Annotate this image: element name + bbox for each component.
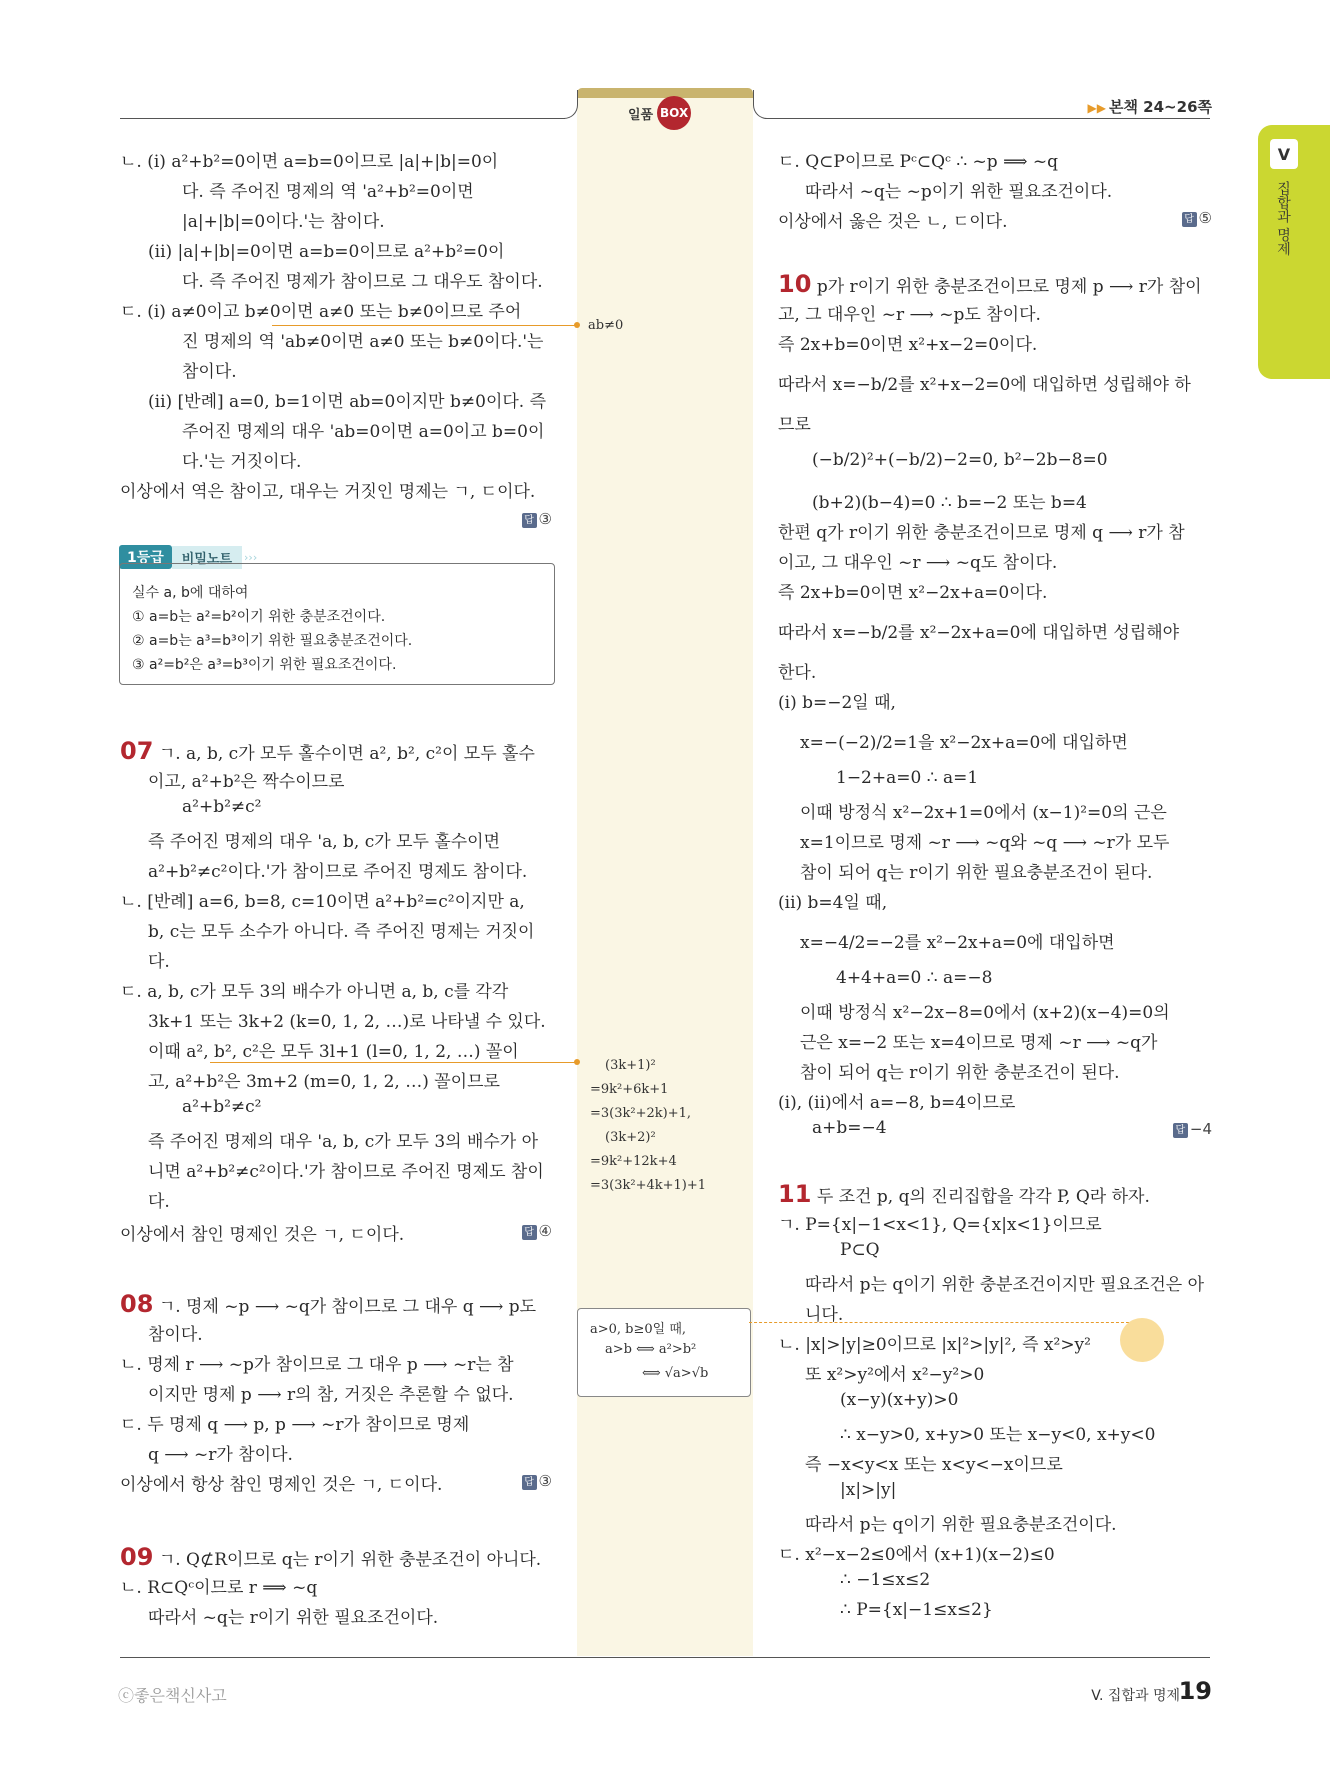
- text-line: 다. 즉 주어진 명제의 역 'a²+b²=0이면: [182, 182, 474, 202]
- page-number: 19: [1178, 1677, 1212, 1705]
- header-rule-right: [765, 118, 1210, 119]
- text-line: ㄱ. Q⊄R이므로 q는 r이기 위한 충분조건이 아니다.: [158, 1550, 542, 1570]
- answer-07: [522, 1222, 552, 1240]
- answer-tag-icon: 답: [1173, 1123, 1188, 1138]
- answer-value: ③: [538, 510, 552, 528]
- grade-badge: 1등급: [119, 545, 172, 569]
- text-line: 따라서 ~q는 r이기 위한 필요조건이다.: [148, 1608, 439, 1628]
- margin-line: (3k+1)²: [605, 1058, 656, 1073]
- margin-line: a>b ⟺ a²>b²: [605, 1342, 697, 1357]
- margin-line: =3(3k²+4k+1)+1: [590, 1178, 707, 1193]
- text-line: 근은 x=−2 또는 x=4이므로 명제 ~r ⟶ ~q가: [800, 1033, 1158, 1053]
- text-line: (i) b=−2일 때,: [778, 693, 896, 713]
- text-line: 이때 방정식 x²−2x−8=0에서 (x+2)(x−4)=0의: [800, 1003, 1170, 1023]
- text-line: 진 명제의 역 'ab≠0이면 a≠0 또는 b≠0이다.'는: [182, 332, 544, 352]
- text-line: 참이다.: [148, 1325, 203, 1345]
- note-line: ① a=b는 a²=b²이기 위한 충분조건이다.: [132, 609, 386, 625]
- text-line: ∴ −1≤x≤2: [840, 1570, 931, 1590]
- text-line: (ii) b=4일 때,: [778, 893, 888, 913]
- text-line: 즉 −x<y<x 또는 x<y<−x이므로: [805, 1455, 1063, 1475]
- problem-number: 07: [120, 737, 154, 765]
- text-line: 즉 주어진 명제의 대우 'a, b, c가 모두 3의 배수가 아: [148, 1132, 539, 1152]
- text-line: ㄴ. (i) a²+b²=0이면 a=b=0이므로 |a|+|b|=0이: [120, 152, 499, 172]
- text-line: 니면 a²+b²≠c²이다.'가 참이므로 주어진 명제도 참이: [148, 1162, 544, 1182]
- answer-tag-icon: 답: [1182, 212, 1197, 227]
- margin-note-ab: ab≠0: [588, 318, 624, 333]
- text-line: 따라서 x=−b/2를 x²−2x+a=0에 대입하면 성립해야: [778, 623, 1180, 643]
- text-line: ∴ P={x|−1≤x≤2}: [840, 1600, 993, 1620]
- text-line: x=−(−2)/2=1을 x²−2x+a=0에 대입하면: [800, 733, 1128, 753]
- text-line: 따라서 p는 q이기 위한 충분조건이지만 필요조건은 아: [805, 1275, 1205, 1295]
- text-line: 따라서 ~q는 ~p이기 위한 필요조건이다.: [805, 182, 1113, 202]
- text-line: 이때 방정식 x²−2x+1=0에서 (x−1)²=0의 근은: [800, 803, 1167, 823]
- text-line: (ii) [반례] a=0, b=1이면 ab=0이지만 b≠0이다. 즉: [148, 392, 547, 412]
- text-line: 따라서 x=−b/2를 x²+x−2=0에 대입하면 성립해야 하: [778, 375, 1191, 395]
- text-line: 4+4+a=0 ∴ a=−8: [836, 968, 993, 988]
- answer-10: [1173, 1120, 1212, 1138]
- answer-06: [522, 510, 552, 528]
- text-line: 참이 되어 q는 r이기 위한 충분조건이 된다.: [800, 1063, 1120, 1083]
- text-line: (ii) |a|+|b|=0이면 a=b=0이므로 a²+b²=0이: [148, 242, 505, 262]
- answer-value: ④: [538, 1222, 552, 1240]
- publisher-credit: ⓒ좋은책신사고: [118, 1686, 227, 1705]
- text-line: 이상에서 역은 참이고, 대우는 거짓인 명제는 ㄱ, ㄷ이다.: [120, 482, 536, 502]
- text-line: (x−y)(x+y)>0: [840, 1390, 959, 1410]
- text-line: 참이다.: [182, 362, 237, 382]
- text-line: ㄱ. 명제 ~p ⟶ ~q가 참이므로 그 대우 q ⟶ p도: [158, 1297, 537, 1317]
- note-arrows: ›››: [244, 550, 258, 564]
- text-line: 이고, 그 대우인 ~r ⟶ ~q도 참이다.: [778, 553, 1058, 573]
- footer-chapter: V. 집합과 명제: [1091, 1688, 1180, 1704]
- text-line: 참이 되어 q는 r이기 위한 필요충분조건이 된다.: [800, 863, 1153, 883]
- text-line: a+b=−4: [812, 1118, 887, 1138]
- text-line: 즉 주어진 명제의 대우 'a, b, c가 모두 홀수이면: [148, 832, 501, 852]
- text-line: 이고, a²+b²은 짝수이므로: [148, 772, 345, 792]
- text-line: |x|>|y|: [840, 1480, 897, 1500]
- text-line: 두 조건 p, q의 진리집합을 각각 P, Q라 하자.: [816, 1187, 1150, 1207]
- text-line: x=−4/2=−2를 x²−2x+a=0에 대입하면: [800, 933, 1115, 953]
- box-prefix: 일품: [628, 107, 654, 123]
- margin-line: =3(3k²+2k)+1,: [590, 1106, 692, 1121]
- margin-line: (3k+2)²: [605, 1130, 656, 1145]
- problem-number: 11: [778, 1180, 812, 1208]
- text-line: ㄴ. |x|>|y|≥0이므로 |x|²>|y|², 즉 x²>y²: [778, 1335, 1091, 1355]
- callout-dot: [574, 322, 580, 328]
- text-line: a²+b²≠c²: [182, 1097, 262, 1117]
- callout-dot: [574, 1059, 580, 1065]
- text-line: ㄷ. (i) a≠0이고 b≠0이면 a≠0 또는 b≠0이므로 주어: [120, 302, 522, 322]
- chapter-title: 집합과 명제: [1275, 181, 1291, 256]
- footer-rule: [120, 1657, 1210, 1658]
- note-line: ② a=b는 a³=b³이기 위한 필요충분조건이다.: [132, 633, 413, 649]
- answer-09: [1182, 209, 1212, 227]
- text-line: ㄷ. 두 명제 q ⟶ p, p ⟶ ~r가 참이므로 명제: [120, 1415, 470, 1435]
- text-line: (b+2)(b−4)=0 ∴ b=−2 또는 b=4: [812, 493, 1087, 513]
- box-badge: BOX: [657, 96, 691, 130]
- text-line: (−b/2)²+(−b/2)−2=0, b²−2b−8=0: [812, 450, 1108, 470]
- problem-number: 08: [120, 1290, 154, 1318]
- text-line: b, c는 모두 소수가 아니다. 즉 주어진 명제는 거짓이: [148, 922, 535, 942]
- callout-line: [210, 1062, 577, 1063]
- answer-value: −4: [1189, 1120, 1212, 1138]
- text-line: q ⟶ ~r가 참이다.: [148, 1445, 293, 1465]
- text-line: ㄷ. Q⊂P이므로 Pᶜ⊂Qᶜ ∴ ~p ⟹ ~q: [778, 152, 1058, 172]
- text-line: 한편 q가 r이기 위한 충분조건이므로 명제 q ⟶ r가 참: [778, 523, 1185, 543]
- text-line: 따라서 p는 q이기 위한 필요충분조건이다.: [805, 1515, 1117, 1535]
- text-line: a²+b²≠c²: [182, 797, 262, 817]
- text-line: ㄷ. a, b, c가 모두 3의 배수가 아니면 a, b, c를 각각: [120, 982, 509, 1002]
- text-line: x=1이므로 명제 ~r ⟶ ~q와 ~q ⟶ ~r가 모두: [800, 833, 1170, 853]
- text-line: 이때 a², b², c²은 모두 3l+1 (l=0, 1, 2, …) 꼴이: [148, 1042, 519, 1062]
- margin-line: ⟺ √a>√b: [642, 1366, 709, 1381]
- problem-number: 10: [778, 270, 812, 298]
- text-line: ㄴ. [반례] a=6, b=8, c=10이면 a²+b²=c²이지만 a,: [120, 892, 525, 912]
- text-line: 다.: [148, 1192, 170, 1212]
- book-ref-text: 본책 24~26쪽: [1108, 98, 1212, 116]
- text-line: 고, 그 대우인 ~r ⟶ ~p도 참이다.: [778, 305, 1041, 325]
- text-line: 이상에서 참인 명제인 것은 ㄱ, ㄷ이다.: [120, 1225, 405, 1245]
- text-line: 1−2+a=0 ∴ a=1: [836, 768, 979, 788]
- margin-line: =9k²+6k+1: [590, 1082, 669, 1097]
- text-line: P⊂Q: [840, 1240, 880, 1260]
- answer-tag-icon: 답: [522, 513, 537, 528]
- text-line: 다. 즉 주어진 명제가 참이므로 그 대우도 참이다.: [182, 272, 543, 292]
- text-line: 고, a²+b²은 3m+2 (m=0, 1, 2, …) 꼴이므로: [148, 1072, 500, 1092]
- answer-08: [522, 1472, 552, 1490]
- text-line: 다.'는 거짓이다.: [182, 452, 302, 472]
- double-arrow-icon: ▶▶: [1087, 101, 1106, 115]
- text-line: 이지만 명제 p ⟶ r의 참, 거짓은 추론할 수 없다.: [148, 1385, 514, 1405]
- book-page-reference: [1088, 96, 1212, 117]
- text-line: 니다.: [805, 1305, 844, 1325]
- answer-value: ③: [538, 1472, 552, 1490]
- text-line: ㄴ. R⊂Qᶜ이므로 r ⟹ ~q: [120, 1578, 318, 1598]
- text-line: ㄱ. P={x|−1<x<1}, Q={x|x<1}이므로: [778, 1215, 1102, 1235]
- text-line: 즉 2x+b=0이면 x²+x−2=0이다.: [778, 335, 1038, 355]
- note-line: ③ a²=b²은 a³=b³이기 위한 필요조건이다.: [132, 657, 397, 673]
- text-line: ㄱ. a, b, c가 모두 홀수이면 a², b², c²이 모두 홀수: [158, 744, 535, 764]
- chapter-tab[interactable]: [1258, 125, 1330, 379]
- answer-value: ⑤: [1198, 209, 1212, 227]
- text-line: ㄴ. 명제 r ⟶ ~p가 참이므로 그 대우 p ⟶ ~r는 참: [120, 1355, 514, 1375]
- text-line: ㄷ. x²−x−2≤0에서 (x+1)(x−2)≤0: [778, 1545, 1055, 1565]
- text-line: |a|+|b|=0이다.'는 참이다.: [182, 212, 385, 232]
- text-line: 즉 2x+b=0이면 x²−2x+a=0이다.: [778, 583, 1048, 603]
- text-line: 이상에서 항상 참인 명제인 것은 ㄱ, ㄷ이다.: [120, 1475, 443, 1495]
- header-rule-left: [120, 118, 565, 119]
- secret-note-title: 비밀노트: [172, 546, 242, 569]
- text-line: 다.: [148, 952, 170, 972]
- problem-number: 09: [120, 1543, 154, 1571]
- header-curve-right: [753, 90, 776, 119]
- callout-line: [272, 325, 577, 326]
- text-line: 또 x²>y²에서 x²−y²>0: [805, 1365, 985, 1385]
- text-line: 므로: [778, 415, 811, 435]
- highlight-marker: [1120, 1318, 1164, 1362]
- text-line: a²+b²≠c²이다.'가 참이므로 주어진 명제도 참이다.: [148, 862, 528, 882]
- answer-tag-icon: 답: [522, 1225, 537, 1240]
- header-curve-left: [555, 90, 578, 119]
- note-line: 실수 a, b에 대하여: [132, 585, 249, 601]
- answer-tag-icon: 답: [522, 1475, 537, 1490]
- margin-line: a>0, b≥0일 때,: [590, 1322, 687, 1337]
- text-line: 이상에서 옳은 것은 ㄴ, ㄷ이다.: [778, 212, 1008, 232]
- text-line: 한다.: [778, 663, 817, 683]
- text-line: 주어진 명제의 대우 'ab=0이면 a=0이고 b=0이: [182, 422, 545, 442]
- text-line: 3k+1 또는 3k+2 (k=0, 1, 2, …)로 나타낼 수 있다.: [148, 1012, 546, 1032]
- text-line: p가 r이기 위한 충분조건이므로 명제 p ⟶ r가 참이: [816, 277, 1202, 297]
- chapter-numeral: V: [1270, 139, 1298, 169]
- margin-line: =9k²+12k+4: [590, 1154, 677, 1169]
- text-line: ∴ x−y>0, x+y>0 또는 x−y<0, x+y<0: [840, 1425, 1156, 1445]
- ilpum-box-label: [628, 96, 691, 130]
- text-line: (i), (ii)에서 a=−8, b=4이므로: [778, 1093, 1016, 1113]
